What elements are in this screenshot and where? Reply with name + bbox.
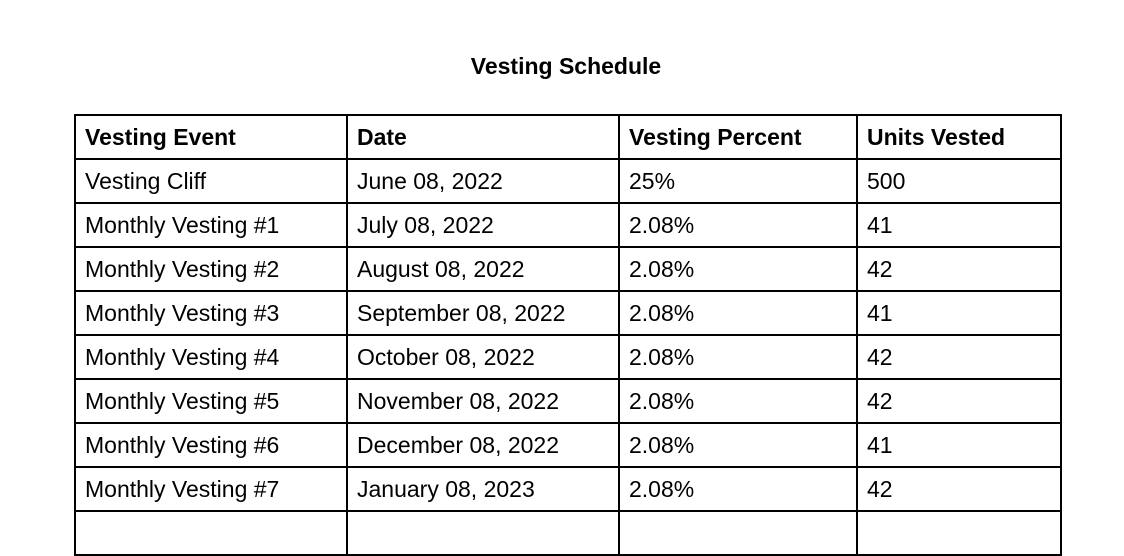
cell-vesting-event: Monthly Vesting #4 <box>75 335 347 379</box>
cell-date: January 08, 2023 <box>347 467 619 511</box>
cell-vesting-event: Monthly Vesting #6 <box>75 423 347 467</box>
document-title: Vesting Schedule <box>470 53 662 79</box>
cell-date <box>347 511 619 555</box>
table-row <box>75 203 1061 247</box>
header-date: Date <box>347 115 619 159</box>
table-row <box>75 467 1061 511</box>
cell-units-vested: 500 <box>857 159 1061 203</box>
header-units-vested: Units Vested <box>857 115 1061 159</box>
cell-units-vested: 42 <box>857 335 1061 379</box>
table-row <box>75 291 1061 335</box>
cell-vesting-event: Monthly Vesting #2 <box>75 247 347 291</box>
cell-vesting-percent: 2.08% <box>619 335 857 379</box>
cell-vesting-event: Monthly Vesting #1 <box>75 203 347 247</box>
cell-vesting-percent: 2.08% <box>619 467 857 511</box>
cell-units-vested: 42 <box>857 247 1061 291</box>
cell-vesting-event: Monthly Vesting #7 <box>75 467 347 511</box>
cell-date: September 08, 2022 <box>347 291 619 335</box>
cell-units-vested <box>857 511 1061 555</box>
vesting-schedule-table <box>74 114 1062 556</box>
header-vesting-percent: Vesting Percent <box>619 115 857 159</box>
cell-vesting-percent: 25% <box>619 159 857 203</box>
cell-vesting-event: Monthly Vesting #3 <box>75 291 347 335</box>
cell-vesting-percent: 2.08% <box>619 291 857 335</box>
cell-units-vested: 41 <box>857 291 1061 335</box>
cell-units-vested: 41 <box>857 423 1061 467</box>
table-header-row <box>75 115 1061 159</box>
table-row <box>75 335 1061 379</box>
cell-date: June 08, 2022 <box>347 159 619 203</box>
cell-vesting-percent: 2.08% <box>619 423 857 467</box>
cell-vesting-percent <box>619 511 857 555</box>
table-row <box>75 247 1061 291</box>
cell-units-vested: 41 <box>857 203 1061 247</box>
cell-vesting-percent: 2.08% <box>619 203 857 247</box>
cell-vesting-event: Vesting Cliff <box>75 159 347 203</box>
cell-units-vested: 42 <box>857 379 1061 423</box>
table-row <box>75 423 1061 467</box>
cell-vesting-event: Monthly Vesting #5 <box>75 379 347 423</box>
cell-date: November 08, 2022 <box>347 379 619 423</box>
table-row <box>75 379 1061 423</box>
cell-vesting-event <box>75 511 347 555</box>
table-row <box>75 159 1061 203</box>
cell-date: July 08, 2022 <box>347 203 619 247</box>
header-vesting-event: Vesting Event <box>75 115 347 159</box>
cell-vesting-percent: 2.08% <box>619 379 857 423</box>
cell-vesting-percent: 2.08% <box>619 247 857 291</box>
cell-date: August 08, 2022 <box>347 247 619 291</box>
table-row-partial <box>75 511 1061 555</box>
cell-date: December 08, 2022 <box>347 423 619 467</box>
cell-date: October 08, 2022 <box>347 335 619 379</box>
cell-units-vested: 42 <box>857 467 1061 511</box>
